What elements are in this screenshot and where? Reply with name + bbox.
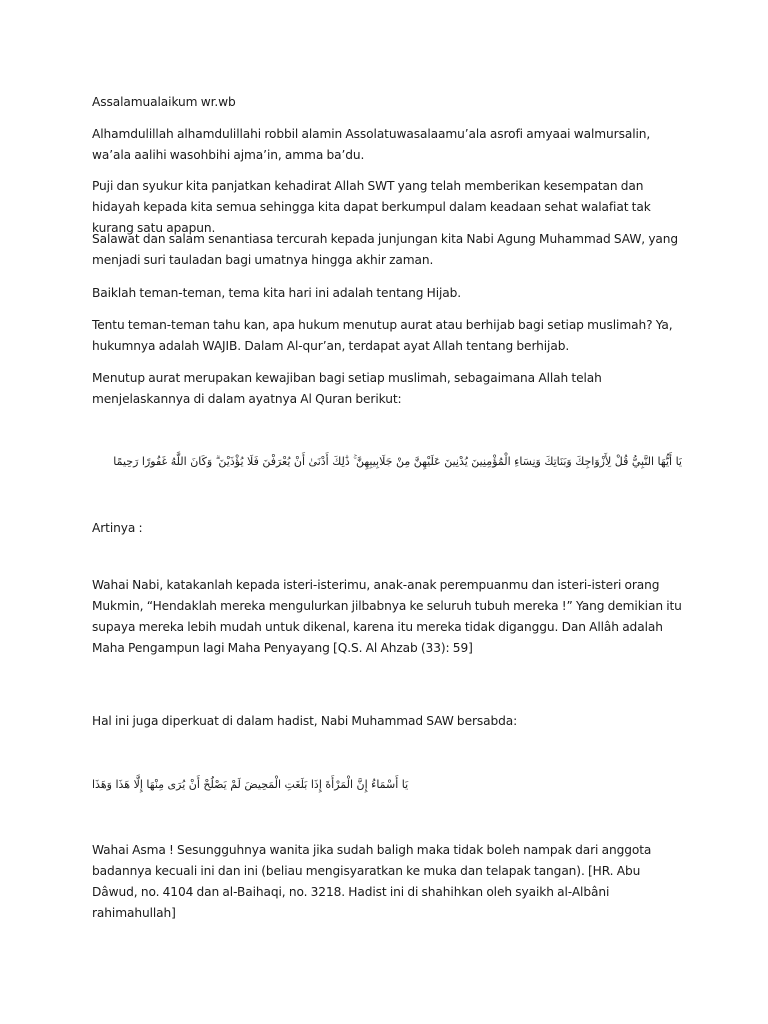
arabic-hadist-text: يَا أَسْمَاءُ إِنَّ الْمَرْأَةَ إِذَا بَلَغَتِ الْمَحِيضَ لَمْ يَصْلُحْ أَنْ يُرَى مِنْهَا إِلَّا هَذَا وَهَذَا	[92, 778, 409, 791]
arabic-ayat-verse: يَا أَيُّهَا النَّبِيُّ قُلْ لِأَزْوَاجِكَ وَبَنَاتِكَ وَنِسَاءِ الْمُؤْمِنِينَ يُدْنِينَ عَلَيْهِنَّ مِنْ جَلَابِيبِهِنَّ ۚ ذَٰلِكَ أَدْنَىٰ أَنْ يُعْرَفْنَ فَلَا يُؤْذَيْنَ ۗ وَكَانَ اللَّهُ غَفُورًا رَحِيمًا	[113, 455, 682, 468]
paragraph-tema-hijab: Baiklah teman-teman, tema kita hari ini adalah tentang Hijab.	[92, 286, 462, 300]
greeting-text: Assalamualaikum wr.wb	[92, 95, 236, 109]
artinya-label: Artinya :	[92, 521, 143, 535]
paragraph-menutup-aurat: Menutup aurat merupakan kewajiban bagi setiap muslimah, sebagaimana Allah telah menjelaskannya di dalam ayatnya Al Quran berikut:	[92, 371, 602, 406]
paragraph-hadist-intro: Hal ini juga diperkuat di dalam hadist, Nabi Muhammad SAW bersabda:	[92, 714, 518, 728]
paragraph-salawat: Salawat dan salam senantiasa tercurah kepada junjungan kita Nabi Agung Muhammad SAW, yang menjadi suri tauladan bagi umatnya hingga akhir zaman.	[92, 232, 679, 267]
paragraph-translation-ayat: Wahai Nabi, katakanlah kepada isteri-isterimu, anak-anak perempuanmu dan isteri-isteri orang Mukmin, “Hendaklah mereka mengulurkan jilbabnya ke seluruh tubuh mereka !” Yang demikian itu supaya mereka lebih mudah untuk dikenal, karena itu mereka tidak diganggu. Dan Allâh adalah Maha Pengampun lagi Maha Penyayang [Q.S. Al Ahzab (33): 59]	[92, 578, 682, 655]
paragraph-hukum-hijab: Tentu teman-teman tahu kan, apa hukum menutup aurat atau berhijab bagi setiap muslimah? Ya, hukumnya adalah WAJIB. Dalam Al-qur’an, terdapat ayat Allah tentang berhijab.	[92, 318, 673, 353]
paragraph-translation-hadist: Wahai Asma ! Sesungguhnya wanita jika sudah baligh maka tidak boleh nampak dari anggota badannya kecuali ini dan ini (beliau mengisyaratkan ke muka dan telapak tangan). [HR. Abu Dâwud, no. 4104 dan al-Baihaqi, no. 3218. Hadist ini di shahihkan oleh syaikh al-Albâni rahimahullah]	[92, 843, 652, 920]
paragraph-alhamdulillah: Alhamdulillah alhamdulillahi robbil alamin Assolatuwasalaamu’ala asrofi amyaai walmursalin, wa’ala aalihi wasohbihi ajma’in, amma ba’du.	[92, 127, 651, 162]
paragraph-puji-syukur: Puji dan syukur kita panjatkan kehadirat Allah SWT yang telah memberikan kesempatan dan hidayah kepada kita semua sehingga kita dapat berkumpul dalam keadaan sehat walafiat tak kurang satu apapun.	[92, 179, 651, 235]
